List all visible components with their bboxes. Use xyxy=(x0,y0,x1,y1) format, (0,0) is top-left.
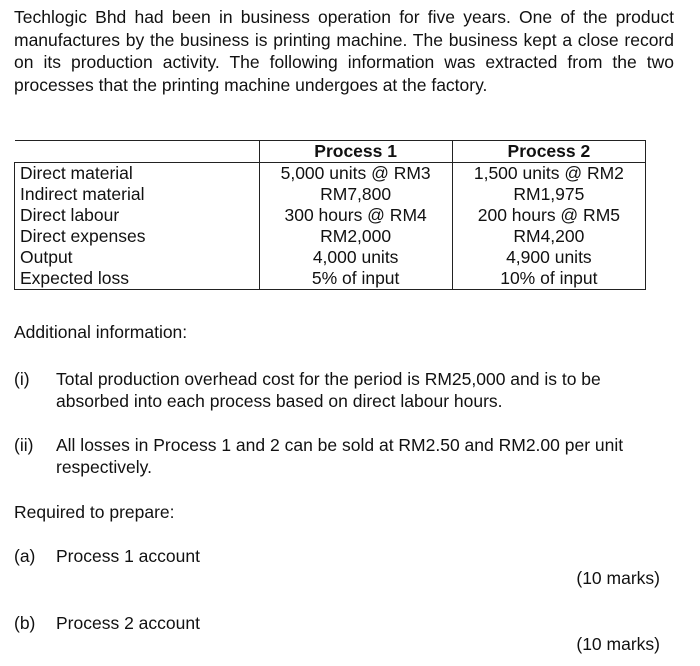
process-2-value: 4,900 units xyxy=(452,247,645,268)
table-row xyxy=(15,226,646,247)
process-1-value: RM2,000 xyxy=(259,226,452,247)
row-label: Indirect material xyxy=(15,184,260,205)
additional-info-heading: Additional information: xyxy=(14,322,188,342)
process-1-value: 5,000 units @ RM3 xyxy=(259,163,452,185)
row-label: Direct expenses xyxy=(15,226,260,247)
table-row xyxy=(15,184,646,205)
item-number: (a) xyxy=(14,546,36,566)
table-header-process-1: Process 1 xyxy=(259,141,452,163)
item-number: (i) xyxy=(14,369,30,389)
item-text: Process 2 account xyxy=(56,613,200,633)
row-label: Output xyxy=(15,247,260,268)
item-number: (ii) xyxy=(14,435,34,455)
table-header-row xyxy=(15,141,646,163)
row-label: Expected loss xyxy=(15,268,260,290)
process-2-value: 1,500 units @ RM2 xyxy=(452,163,645,185)
marks-a: (10 marks) xyxy=(576,568,660,588)
required-heading: Required to prepare: xyxy=(14,502,175,522)
additional-item-i xyxy=(14,368,674,412)
item-text: Total production overhead cost for the period is RM25,000 and is to be absorbed into each process based on direct labour hours. xyxy=(56,369,601,411)
marks-b: (10 marks) xyxy=(576,634,660,654)
item-text: Process 1 account xyxy=(56,546,200,566)
process-1-value: 300 hours @ RM4 xyxy=(259,205,452,226)
process-1-value: 5% of input xyxy=(259,268,452,290)
required-item-a xyxy=(14,545,674,567)
process-table xyxy=(14,140,646,290)
process-2-value: RM4,200 xyxy=(452,226,645,247)
table-header-blank xyxy=(15,141,260,163)
additional-item-ii xyxy=(14,434,674,478)
table-row xyxy=(15,268,646,290)
item-number: (b) xyxy=(14,613,36,633)
table-header-process-2: Process 2 xyxy=(452,141,645,163)
row-label: Direct material xyxy=(15,163,260,185)
process-2-value: 200 hours @ RM5 xyxy=(452,205,645,226)
process-2-value: 10% of input xyxy=(452,268,645,290)
process-1-value: RM7,800 xyxy=(259,184,452,205)
item-text: All losses in Process 1 and 2 can be sold at RM2.50 and RM2.00 per unit respectively. xyxy=(56,435,624,477)
table-row xyxy=(15,205,646,226)
row-label: Direct labour xyxy=(15,205,260,226)
table-row xyxy=(15,163,646,185)
process-2-value: RM1,975 xyxy=(452,184,645,205)
process-1-value: 4,000 units xyxy=(259,247,452,268)
intro-paragraph: Techlogic Bhd had been in business operation for five years. One of the product manufactures by the business is printing machine. The business kept a close record on its production activity. The following information was extracted from the two processes that the printing machine undergoes at the factory. xyxy=(14,7,674,95)
table-row xyxy=(15,247,646,268)
required-item-b xyxy=(14,612,674,634)
